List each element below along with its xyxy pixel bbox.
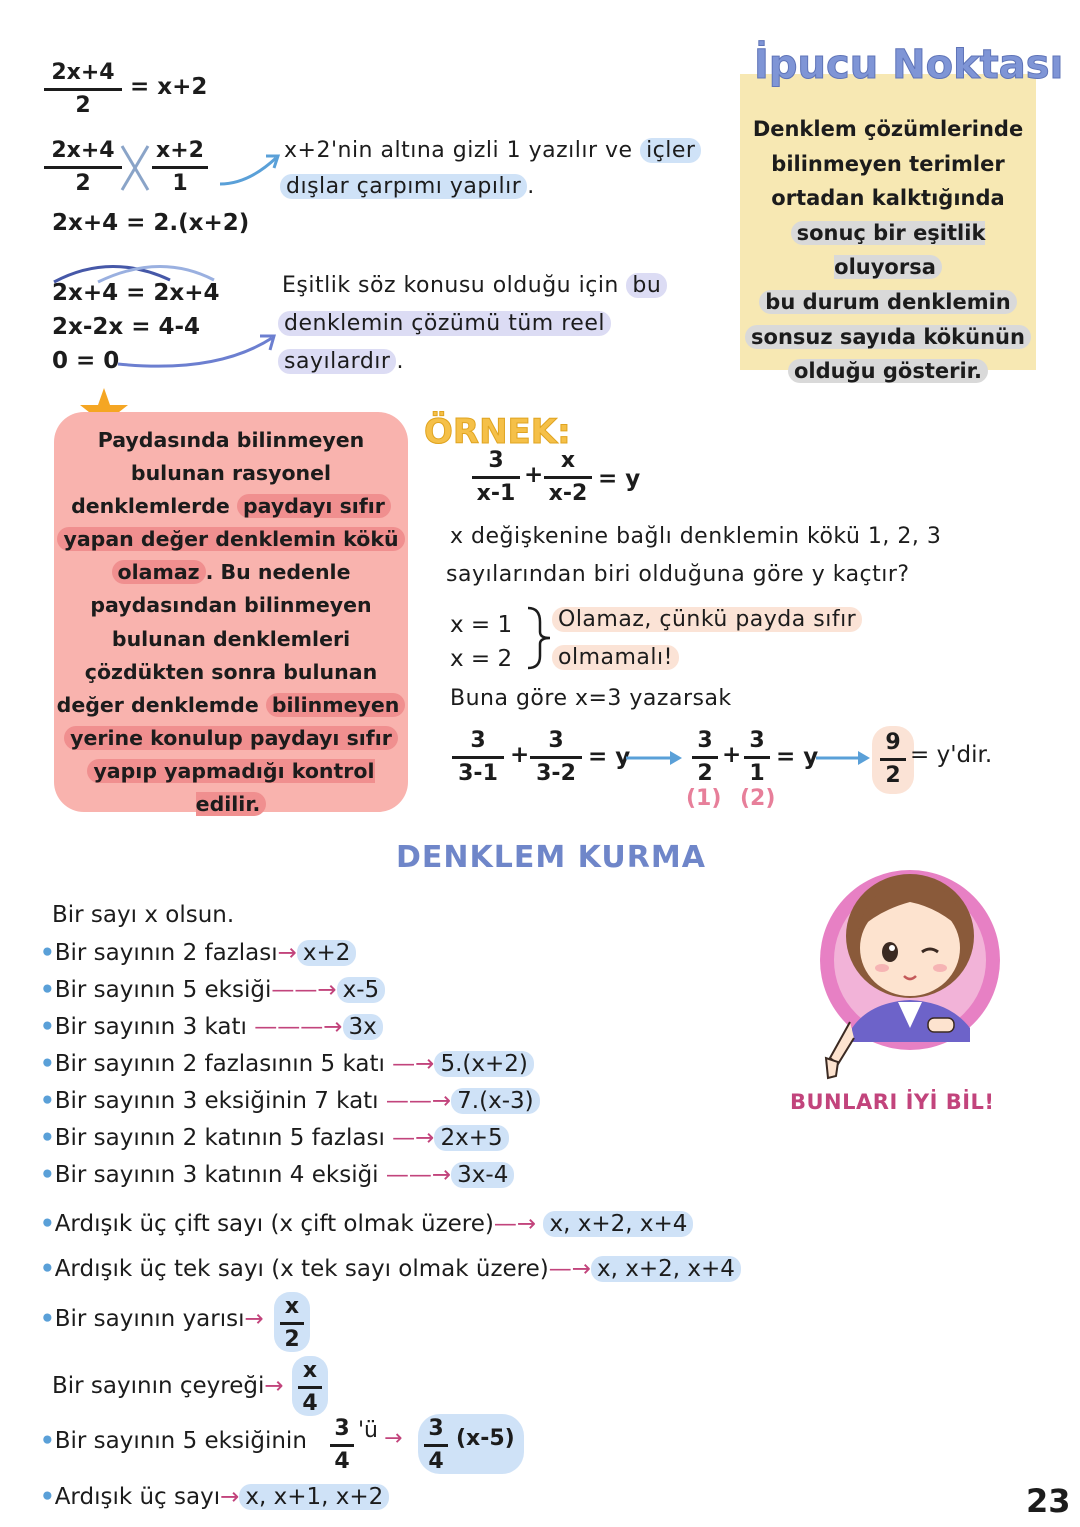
eq1-numerator: 2x+4: [51, 60, 115, 85]
result-rhs: = y'dir.: [910, 742, 993, 768]
note2-line3: sayılardır .: [278, 349, 404, 374]
fraction-den: 3-2: [536, 760, 576, 786]
red-note-highlight: olamaz: [112, 560, 206, 584]
reason-text: Olamaz, çünkü payda sıfır: [552, 607, 862, 632]
list-item-value: x-5: [337, 977, 386, 1003]
subst-fraction-1: [452, 726, 504, 789]
fraction-den: 4: [334, 1448, 350, 1474]
fraction-den: x-2: [548, 480, 588, 506]
tip-line: olduğu gösterir.: [788, 359, 988, 383]
example-then: Buna göre x=3 yazarsak: [450, 686, 732, 711]
quarter-fraction: [298, 1356, 322, 1419]
x-equals-1: x = 1: [450, 612, 513, 638]
simplified-fraction-2: [744, 726, 770, 789]
red-note-highlight: yapan değer denklemin kökü: [57, 527, 404, 551]
five-value-fraction: [424, 1414, 448, 1477]
eq2-right-num: x+2: [156, 138, 204, 163]
reason-line2: [552, 645, 679, 670]
red-note-highlight: paydayı sıfır: [237, 494, 391, 518]
list-item-text: Bir sayının yarısı: [54, 1306, 245, 1332]
list-item: •Bir sayının 2 fazlasının 5 katı —→ 5.(x+2): [40, 1051, 534, 1077]
list-item-value: 2x+5: [434, 1125, 508, 1151]
subst-fraction-2: [530, 726, 582, 789]
note1-text-c: dışlar çarpımı yapılır: [280, 174, 527, 199]
example-rhs: = y: [598, 466, 641, 492]
fraction-den: 3-1: [458, 760, 498, 786]
example-question-1: x değişkenine bağlı denklemin kökü 1, 2, 3: [450, 524, 942, 549]
list-item-value: x, x+1, x+2: [239, 1484, 389, 1510]
reason-line1: [552, 607, 862, 632]
list-item-text: Bir sayının 5 eksiği: [54, 977, 272, 1003]
fraction-num: x: [302, 1358, 318, 1383]
example-question-2: sayılarından biri olduğuna göre y kaçtır?: [446, 562, 910, 587]
list-item-text: Bir sayının 2 fazlasının 5 katı: [54, 1051, 385, 1077]
fraction-den: 2: [697, 760, 713, 786]
five-arrow: →: [384, 1426, 403, 1451]
red-note-line: Paydasında bilinmeyen: [97, 428, 365, 452]
fraction-den: 4: [428, 1448, 444, 1474]
list-item-value: 3x-4: [451, 1162, 514, 1188]
list-item-value: 3x: [343, 1014, 383, 1040]
eq2-left-num: 2x+4: [51, 138, 115, 163]
fraction-num: 3: [488, 448, 504, 473]
red-note-highlight: yapıp yapmadığı kontrol edilir.: [87, 759, 374, 816]
example-title: ÖRNEK:: [424, 412, 571, 452]
result-fraction: [880, 728, 906, 791]
eq5: 2x-2x = 4-4: [52, 314, 201, 340]
list-item-value: 5.(x+2): [434, 1051, 533, 1077]
fraction-den: x-1: [476, 480, 516, 506]
note2-line2: [278, 311, 611, 336]
label-2: (2): [740, 786, 776, 811]
list-item: •Bir sayının 2 katının 5 fazlası —→ 2x+5: [40, 1125, 509, 1151]
list-item-text: Bir sayının 3 katının 4 eksiği: [54, 1162, 379, 1188]
fraction-num: x: [560, 448, 576, 473]
fraction-den: 2: [284, 1326, 300, 1352]
page-number: 23: [1026, 1482, 1071, 1520]
eq3: 2x+4 = 2.(x+2): [52, 210, 250, 236]
list-intro: Bir sayı x olsun.: [52, 902, 235, 928]
section-title: DENKLEM KURMA: [396, 840, 706, 875]
list-item: •Bir sayının 3 eksiğinin 7 katı ——→ 7.(x-3): [40, 1088, 540, 1114]
list-item: •Bir sayının 3 katının 4 eksiği ——→ 3x-4: [40, 1162, 514, 1188]
list-item-text: Ardışık üç sayı: [54, 1484, 221, 1510]
red-note-text: [54, 424, 408, 821]
fraction-den: 2: [885, 762, 901, 788]
example-fraction-2: [544, 446, 592, 509]
eq2-right-den: 1: [172, 170, 188, 196]
list-item-odd: •Ardışık üç tek sayı (x tek sayı olmak üzere)—→ x, x+2, x+4: [40, 1256, 741, 1282]
x-equals-2: x = 2: [450, 646, 513, 672]
red-note-line: denklemlerde: [71, 494, 230, 519]
simplified-fraction-1: [692, 726, 718, 789]
eq1-denominator: 2: [75, 92, 91, 118]
list-item-text: Bir sayının 3 katı: [54, 1014, 247, 1040]
plus-sign: +: [524, 462, 544, 488]
subst-rhs: = y: [588, 744, 631, 770]
tip-line: sonuç bir eşitlik oluyorsa: [791, 221, 986, 280]
note2-text-a: Eşitlik söz konusu olduğu için: [282, 273, 619, 298]
list-item-value: x+2: [297, 940, 357, 966]
eq1-fraction: [44, 58, 122, 121]
plus-sign: +: [722, 742, 742, 768]
plus-sign: +: [510, 742, 530, 768]
eq2-left-fraction: [44, 136, 122, 199]
list-item-value: x, x+2, x+4: [591, 1256, 741, 1282]
list-item-quarter: Bir sayının çeyreği→: [52, 1373, 284, 1399]
example-fraction-1: [472, 446, 520, 509]
red-note-line: bulunan rasyonel: [130, 461, 332, 486]
fraction-num: 3: [428, 1416, 444, 1441]
note1-highlight: içler: [640, 138, 701, 163]
fraction-num: 3: [697, 728, 713, 753]
red-note-line: değer denklemde: [56, 692, 259, 717]
teacher-character-illustration: [810, 852, 1010, 1088]
fraction-den: 4: [302, 1390, 318, 1416]
note1-line1: [284, 138, 701, 163]
list-item-value: x, x+2, x+4: [543, 1211, 693, 1237]
list-item-value: 7.(x-3): [451, 1088, 539, 1114]
list-item-text: Bir sayının 3 eksiğinin 7 katı: [54, 1088, 379, 1114]
cross-multiply-icon: [118, 140, 154, 196]
note1-line2: dışlar çarpımı yapılır .: [280, 174, 535, 199]
list-item: •Bir sayının 3 katı ———→ 3x: [40, 1014, 383, 1040]
arrow-icon-4: [814, 748, 874, 768]
list-item-consec: •Ardışık üç sayı→ x, x+1, x+2: [40, 1484, 389, 1510]
tip-line: Denklem çözümlerinde: [752, 117, 1024, 141]
red-note-line: . Bu nedenle: [205, 560, 351, 585]
fraction-num: 3: [548, 728, 564, 753]
list-item-half: •Bir sayının yarısı→: [40, 1306, 264, 1332]
arrow-icon-2: [116, 330, 282, 374]
fraction-num: x: [284, 1294, 300, 1319]
half-fraction: [280, 1292, 304, 1355]
list-item-text: Bir sayının 2 fazlası: [54, 940, 278, 966]
arrow-icon-3: [624, 748, 686, 768]
list-item-text: Bir sayının 5 eksiğinin: [54, 1428, 307, 1454]
simplified-rhs: = y: [776, 744, 819, 770]
tip-line: sonsuz sayıda kökünün: [745, 325, 1031, 349]
note2-line1: [282, 273, 667, 298]
list-item: •Bir sayının 2 fazlası→ x+2: [40, 940, 356, 966]
tip-line: ortadan kalktığında: [771, 186, 1005, 211]
eq1-rhs: = x+2: [130, 74, 208, 100]
red-note-highlight: yerine konulup paydayı sıfır: [64, 726, 398, 750]
list-item-text: Ardışık üç tek sayı (x tek sayı olmak üzere): [54, 1256, 549, 1282]
eq2-right-fraction: [152, 136, 208, 199]
tip-line: bilinmeyen terimler: [771, 151, 1005, 176]
note1-text-a: x+2'nin altına gizli 1 yazılır ve: [284, 138, 633, 163]
list-item-even: •Ardışık üç çift sayı (x çift olmak üzere)—→ x, x+2, x+4: [40, 1211, 693, 1237]
red-note-line: çözdükten sonra bulunan: [84, 659, 378, 684]
fraction-den: 1: [749, 760, 765, 786]
tip-text: [740, 112, 1036, 389]
fraction-num: 3: [749, 728, 765, 753]
note2-text-c: denklemin çözümü tüm reel: [278, 311, 611, 336]
eq2-left-den: 2: [75, 170, 91, 196]
note2-text-d: sayılardır: [278, 349, 396, 374]
red-note-line: bulunan denklemleri: [111, 626, 351, 651]
arrow-icon: [218, 150, 282, 190]
list-item-text: Bir sayının 2 katının 5 fazlası: [54, 1125, 385, 1151]
tip-line: bu durum denklemin: [759, 290, 1016, 314]
label-1: (1): [686, 786, 722, 811]
red-note-highlight: bilinmeyen: [266, 693, 405, 717]
brace-icon: [524, 604, 554, 672]
list-item-five: •Bir sayının 5 eksiğinin: [40, 1428, 307, 1454]
five-suffix: 'ü: [358, 1418, 378, 1443]
eq6: 0 = 0: [52, 348, 120, 374]
fraction-num: 3: [334, 1416, 350, 1441]
badge-text: BUNLARI İYİ BİL!: [790, 1090, 995, 1114]
fraction-num: 9: [885, 730, 901, 755]
list-item: •Bir sayının 5 eksiği——→ x-5: [40, 977, 385, 1003]
tip-title: İpucu Noktası: [754, 42, 1064, 88]
eq4: 2x+4 = 2x+4: [52, 280, 220, 306]
reason-text: olmamalı!: [552, 645, 679, 670]
list-item-text: Ardışık üç çift sayı (x çift olmak üzere): [54, 1211, 494, 1237]
list-item-text: Bir sayının çeyreği: [52, 1373, 265, 1399]
five-value-tail: (x-5): [456, 1426, 515, 1451]
red-note-line: paydasından bilinmeyen: [90, 593, 372, 618]
note2-highlight: bu: [626, 273, 667, 298]
five-fraction: [330, 1414, 354, 1477]
fraction-num: 3: [470, 728, 486, 753]
